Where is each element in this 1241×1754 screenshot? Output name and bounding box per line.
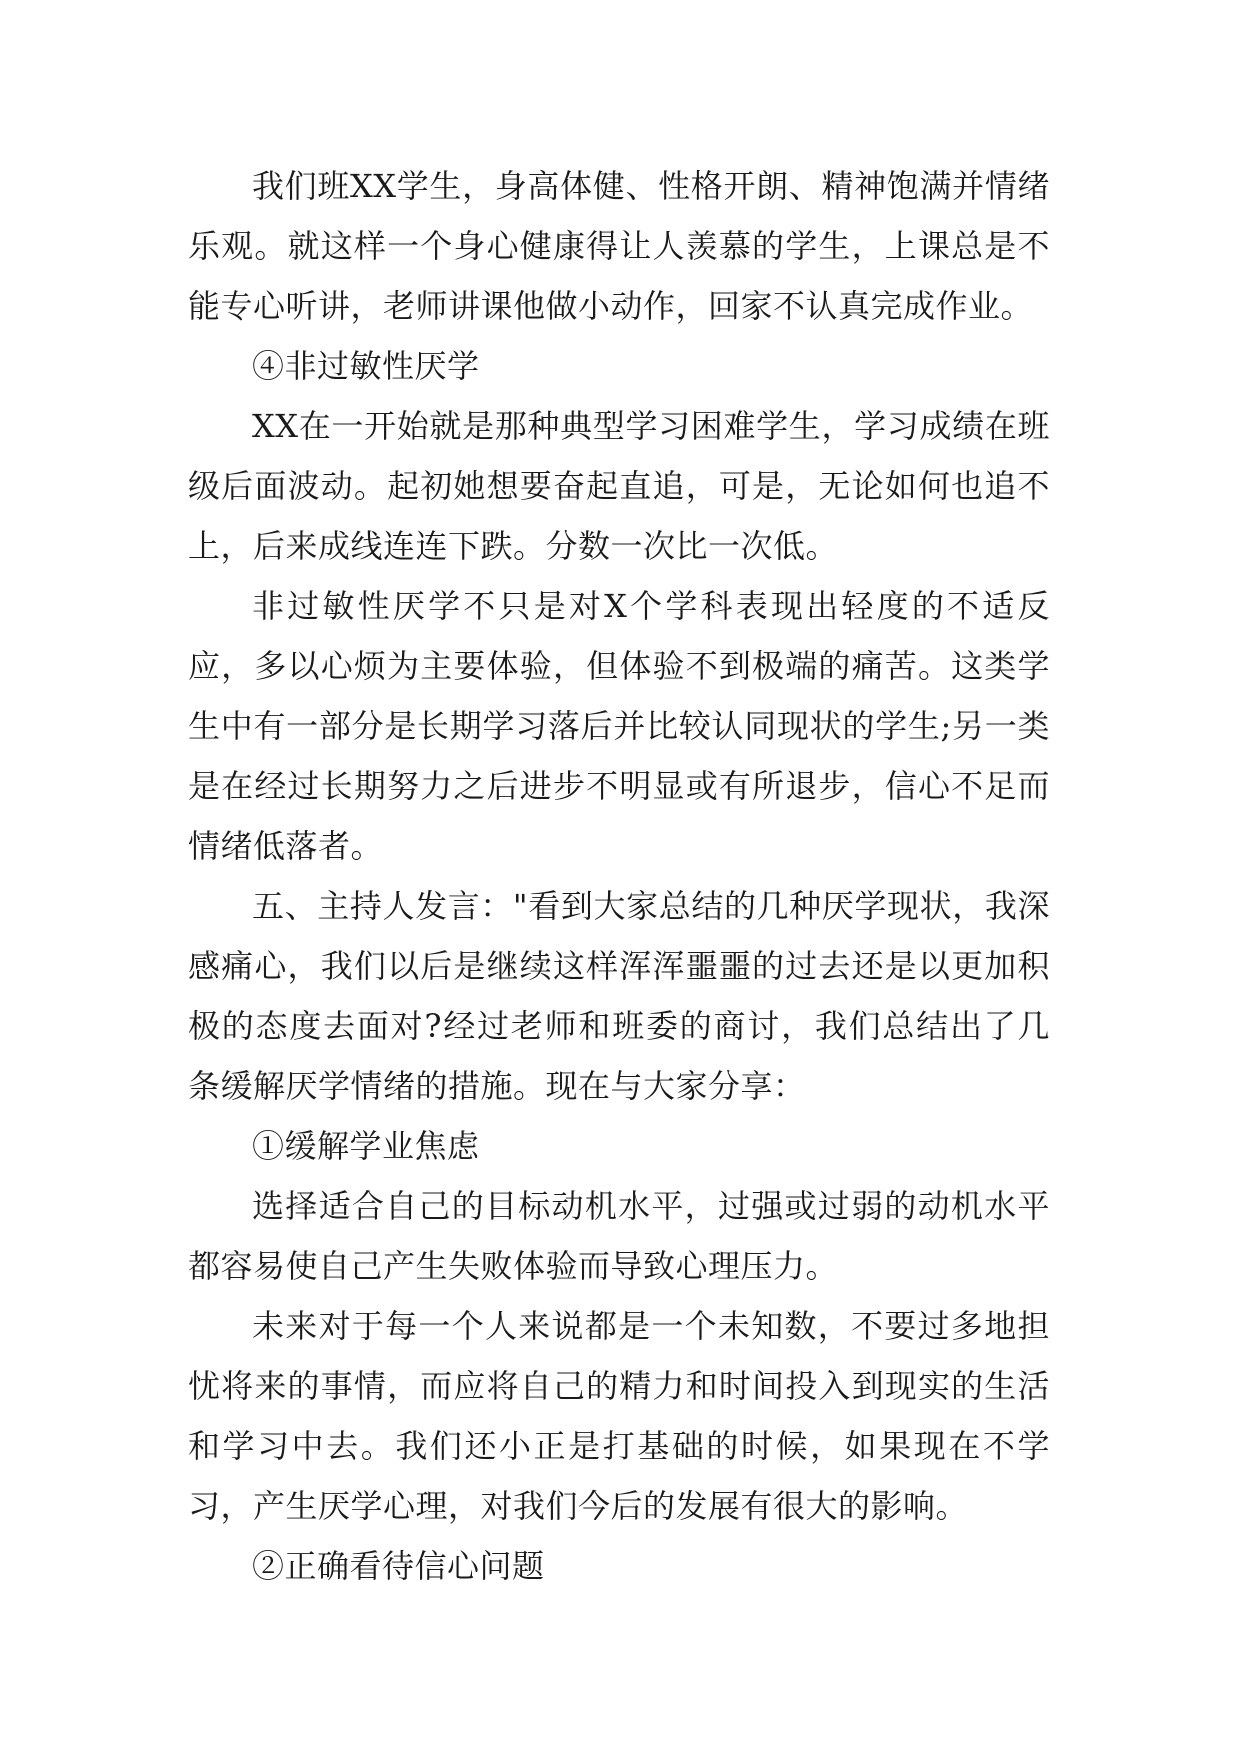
heading-confidence: ②正确看待信心问题 — [252, 1547, 545, 1585]
paragraph-learning-difficulty: XX在一开始就是那种典型学习困难学生，学习成绩在班级后面波动。起初她想要奋起直追，可是，无论如何也追不上，后来成线连连下跌。分数一次比一次低。 — [188, 407, 1050, 565]
paragraph-motivation-level: 选择适合自己的目标动机水平，过强或过弱的动机水平都容易使自己产生失败体验而导致心理压力。 — [188, 1187, 1050, 1285]
document-body — [188, 156, 1050, 1596]
paragraph-student-xx: 我们班XX学生，身高体健、性格开朗、精神饱满并情绪乐观。就这样一个身心健康得让人羡慕的学生，上课总是不能专心听讲，老师讲课他做小动作，回家不认真完成作业。 — [188, 167, 1050, 325]
heading-relieve-anxiety: ①缓解学业焦虑 — [252, 1127, 480, 1165]
paragraph-host-speech: 五、主持人发言："看到大家总结的几种厌学现状，我深感痛心，我们以后是继续这样浑浑噩噩的过去还是以更加积极的态度去面对?经过老师和班委的商讨，我们总结出了几条缓解厌学情绪的措施。现在与大家分享： — [188, 887, 1050, 1105]
paragraph-non-allergic-definition: 非过敏性厌学不只是对X个学科表现出轻度的不适反应，多以心烦为主要体验，但体验不到极端的痛苦。这类学生中有一部分是长期学习落后并比较认同现状的学生;另一类是在经过长期努力之后进步不明显或有所退步，信心不足而情绪低落者。 — [188, 587, 1050, 865]
heading-non-allergic-aversion: ④非过敏性厌学 — [252, 347, 480, 385]
paragraph-future-unknown: 未来对于每一个人来说都是一个未知数，不要过多地担忧将来的事情，而应将自己的精力和时间投入到现实的生活和学习中去。我们还小正是打基础的时候，如果现在不学习，产生厌学心理，对我们今后的发展有很大的影响。 — [188, 1307, 1050, 1525]
